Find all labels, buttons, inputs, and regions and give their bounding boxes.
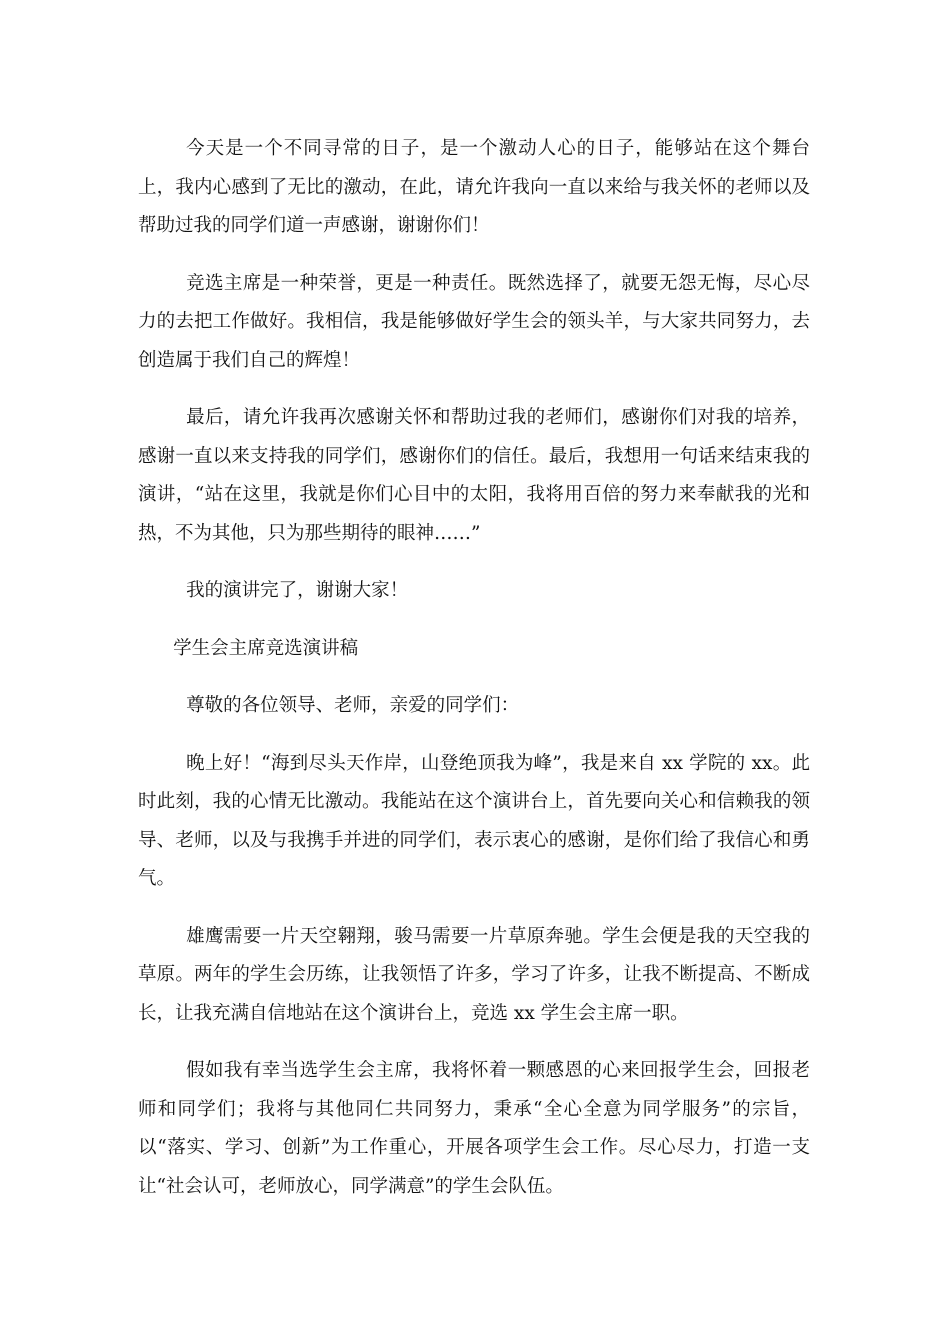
paragraph-end: 我的演讲完了，谢谢大家！	[186, 580, 409, 601]
paragraph-eagle: 雄鹰需要一片天空翱翔，骏马需要一片草原奔驰。学生会便是我的天空我的草原。两年的学生会历练，让我领悟了许多，学习了许多，让我不断提高、不断成长，让我充满自信地站在这个演讲台上，竞选 xx 学生会主席一职。	[138, 925, 810, 1024]
paragraph-pledge: 假如我有幸当选学生会主席，我将怀着一颗感恩的心来回报学生会，回报老师和同学们；我将与其他同仁共同努力，秉承“全心全意为同学服务”的宗旨，以“落实、学习、创新”为工作重心，开展各项学生会工作。尽心尽力，打造一支让“社会认可，老师放心，同学满意”的学生会队伍。	[138, 1060, 810, 1197]
document-body	[138, 130, 810, 1225]
paragraph-salutation: 尊敬的各位领导、老师，亲爱的同学们：	[186, 695, 520, 716]
paragraph-closing-thanks: 最后，请允许我再次感谢关怀和帮助过我的老师们，感谢你们对我的培养，感谢一直以来支持我的同学们，感谢你们的信任。最后，我想用一句话来结束我的演讲，“站在这里，我就是你们心目中的太阳，我将用百倍的努力来奉献我的光和热，不为其他，只为那些期待的眼神……”	[138, 407, 810, 544]
paragraph-greeting: 晚上好！“海到尽头天作岸，山登绝顶我为峰”，我是来自 xx 学院的 xx。此时此刻，我的心情无比激动。我能站在这个演讲台上，首先要向关心和信赖我的领导、老师，以及与我携手并进的同学们，表示衷心的感谢，是你们给了我信心和勇气。	[138, 752, 810, 889]
paragraph-opening: 今天是一个不同寻常的日子，是一个激动人心的日子，能够站在这个舞台上，我内心感到了无比的激动，在此，请允许我向一直以来给与我关怀的老师以及帮助过我的同学们道一声感谢，谢谢你们！	[138, 138, 810, 236]
paragraph-responsibility: 竞选主席是一种荣誉，更是一种责任。既然选择了，就要无怨无悔，尽心尽力的去把工作做好。我相信，我是能够做好学生会的领头羊，与大家共同努力，去创造属于我们自己的辉煌！	[138, 272, 810, 371]
section-title: 学生会主席竞选演讲稿	[173, 637, 359, 659]
